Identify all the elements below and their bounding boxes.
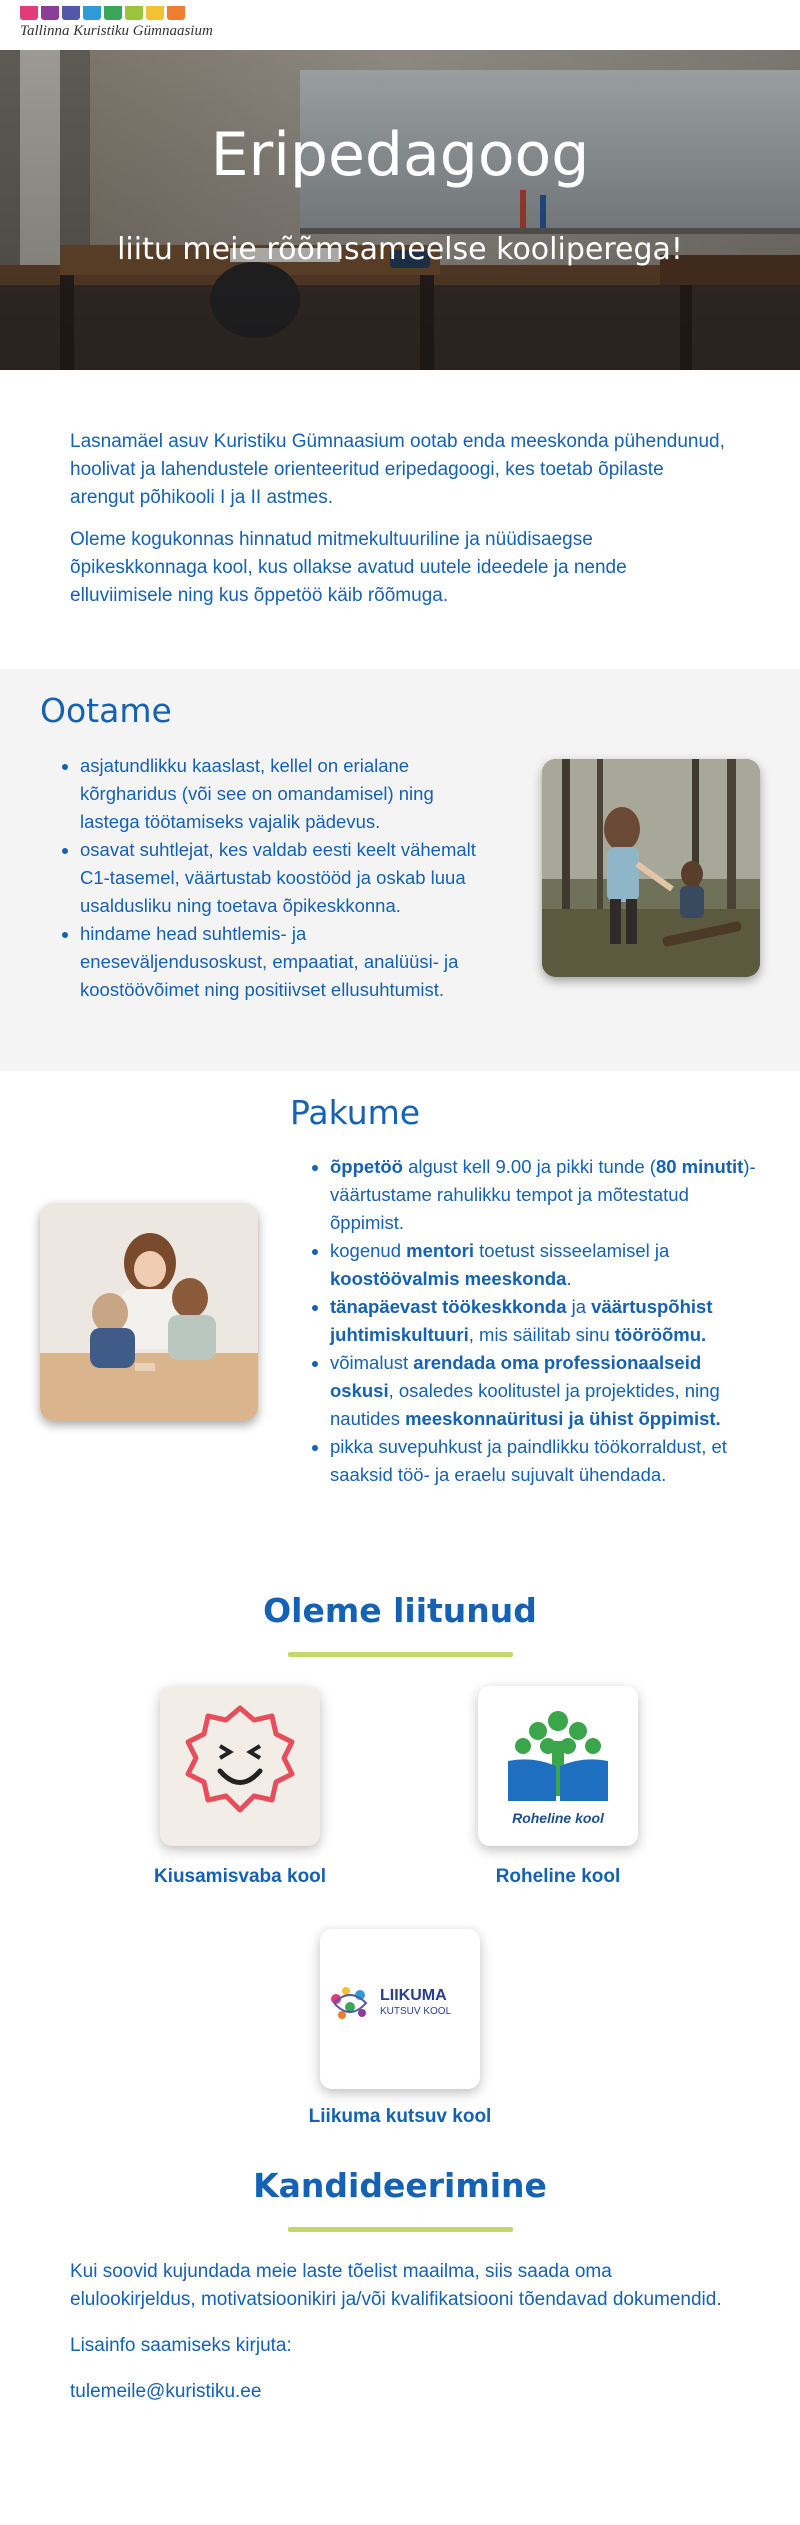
contact-label: Lisainfo saamiseks kirjuta: [70, 2335, 292, 2356]
list-item: • asjatundlikku kaaslast, kellel on erialane kõrgharidus (või see on omandamisel) ning lastega töötamiseks vajalik pädevus. [80, 752, 480, 836]
intro-section [0, 370, 800, 669]
section-title: Pakume [290, 1093, 421, 1132]
hero-subtitle: liitu meie rõõmsameelse kooliperega! [117, 232, 683, 267]
list-item: • võimalust arendada oma professionaalseid oskusi, osaledes koolitustel ja projektides, ning nautides meeskonnaüritusi ja ühist õppimist. [330, 1349, 760, 1433]
kandideerimine-section [0, 2166, 800, 2525]
hero-title: Eripedagoog [210, 120, 590, 190]
intro-paragraph: Oleme kogukonnas hinnatud mitmekultuuriline ja nüüdisaegse õpikeskkonnaga kool, kus ollakse avatud uutele ideedele ja nende elluviimisele ning kus õppetöö käib rõõmuga. [70, 529, 627, 606]
title-underline [288, 1652, 513, 1657]
intro-paragraph: Lasnamäel asuv Kuristiku Gümnaasium ootab enda meeskonda pühendunud, hoolivat ja lahendustele orienteeritud eripedagoogi, kes toetab õpilaste arengut põhikooli I ja II astmes. [70, 431, 725, 508]
liikuma-logo-text: LIIKUMA [380, 1987, 447, 2004]
roheline-badge[interactable] [478, 1686, 638, 1846]
section-title: Kandideerimine [253, 2166, 547, 2205]
badge-label[interactable]: Kiusamisvaba kool [153, 1866, 327, 1887]
roheline-logo-text: Roheline kool [512, 1810, 604, 1826]
list-item: • tänapäevast töökeskkonda ja väärtuspõhist juhtimiskultuuri, mis säilitab sinu tööröõmu. [330, 1293, 760, 1349]
list-item: • hindame head suhtlemis- ja eneseväljendusoskust, empaatiat, analüüsi- ja koostöövõimet ning positiivset ellusuhtumist. [80, 920, 480, 1004]
ootame-list [40, 752, 480, 1004]
smiley-icon [160, 1686, 320, 1846]
family-photo [40, 1203, 258, 1421]
liikuma-logo-subtext: KUTSUV KOOL [380, 2006, 452, 2017]
classroom-photo [0, 50, 800, 370]
list-item: • osavat suhtlejat, kes valdab eesti keelt vähemalt C1-tasemel, väärtustab koostööd ja oskab luua usaldusliku ning toetava õpikeskkonna. [80, 836, 480, 920]
list-item: • pikka suvepuhkust ja paindlikku töökorraldust, et saaksid töö- ja eraelu sujuvalt ühendada. [330, 1433, 760, 1489]
kiusamisvaba-badge[interactable] [160, 1686, 320, 1846]
forest-photo [542, 759, 760, 977]
logo-text: Tallinna Kuristiku Gümnaasium [20, 23, 213, 39]
liikuma-badge[interactable] [320, 1929, 480, 2089]
ootame-section [0, 669, 800, 1071]
badge-label[interactable]: Roheline kool [495, 1866, 621, 1887]
badge-label[interactable]: Liikuma kutsuv kool [308, 2106, 492, 2127]
apply-paragraph: Kui soovid kujundada meie laste tõelist maailma, siis saada oma elulookirjeldus, motivatsioonikiri ja/või kvalifikatsiooni tõendavad dokumendid. [70, 2261, 722, 2310]
logo-color-bars [20, 6, 230, 20]
hero-banner [0, 50, 800, 370]
list-item: • kogenud mentori toetust sisseelamisel ja koostöövalmis meeskonda. [330, 1237, 760, 1293]
school-logo[interactable] [20, 6, 230, 46]
email-link[interactable]: tulemeile@kuristiku.ee [70, 2381, 262, 2402]
section-title: Ootame [40, 691, 172, 730]
pakume-list [290, 1153, 760, 1489]
site-header [0, 0, 800, 50]
list-item: • õppetöö algust kell 9.00 ja pikki tunde (80 minutit)- väärtustame rahulikku tempot ja mõtestatud õppimist. [330, 1153, 760, 1237]
pakume-section [0, 1071, 800, 1591]
section-title: Oleme liitunud [263, 1591, 537, 1630]
liitunud-section [0, 1591, 800, 2166]
